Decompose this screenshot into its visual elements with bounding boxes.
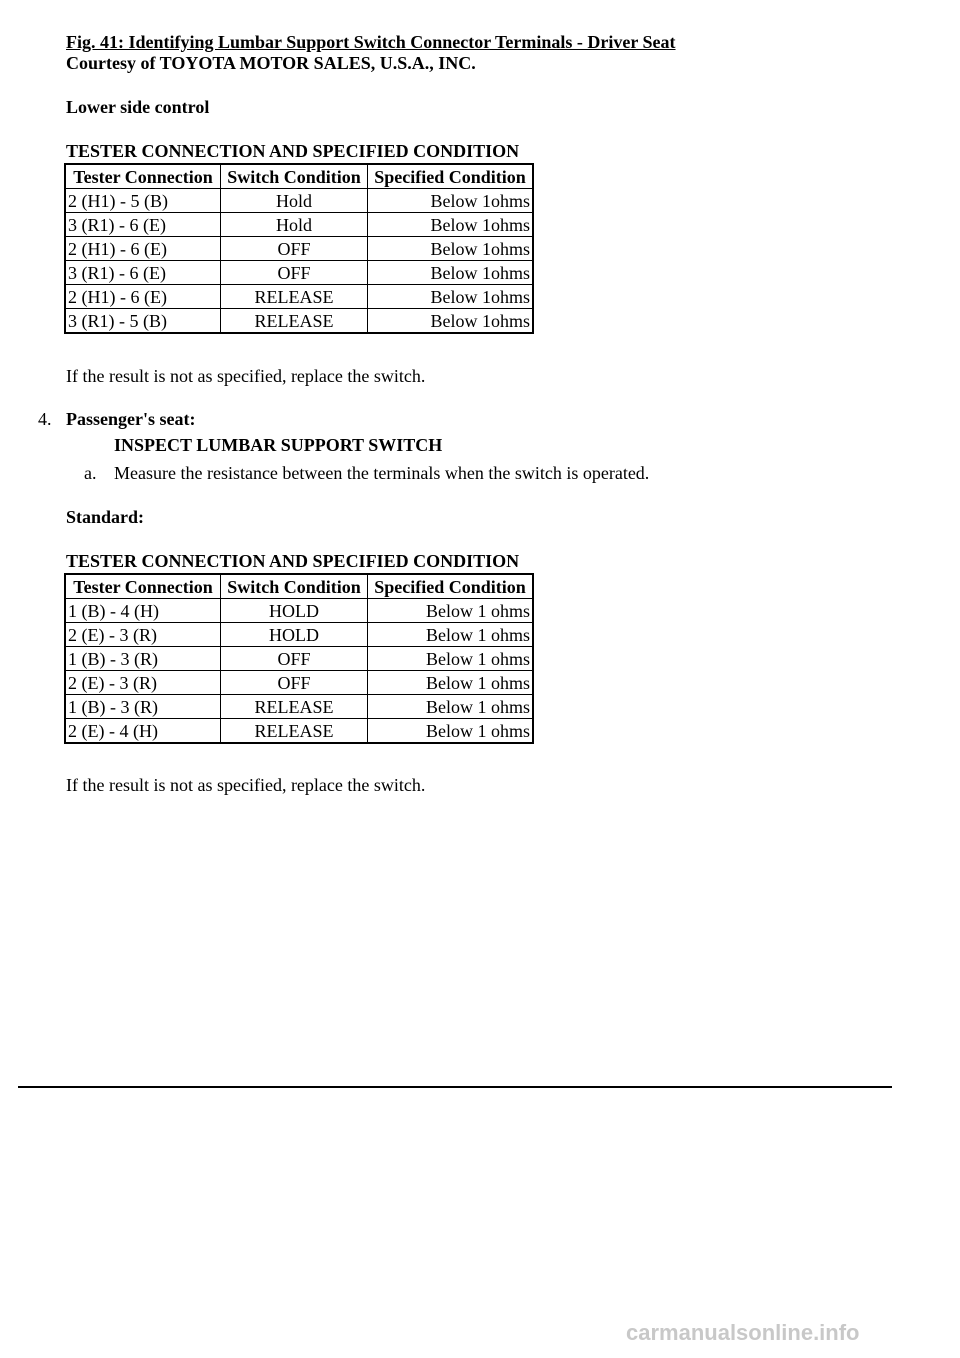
header-specified-condition: Specified Condition [368, 164, 534, 189]
result-note: If the result is not as specified, replace the switch. [66, 775, 426, 795]
cell-tester-connection: 1 (B) - 4 (H) [65, 599, 221, 623]
substep-letter: a. [84, 463, 97, 483]
spec-table-passenger [64, 573, 534, 744]
cell-tester-connection: 2 (E) - 4 (H) [65, 719, 221, 744]
cell-specified-condition: Below 1ohms [368, 261, 534, 285]
cell-switch-condition: OFF [221, 647, 368, 671]
cell-specified-condition: Below 1ohms [368, 237, 534, 261]
cell-switch-condition: RELEASE [221, 285, 368, 309]
cell-specified-condition: Below 1 ohms [368, 719, 534, 744]
cell-tester-connection: 1 (B) - 3 (R) [65, 647, 221, 671]
table-header-row [65, 574, 533, 599]
table-title: TESTER CONNECTION AND SPECIFIED CONDITION [66, 141, 520, 161]
figure-caption: Fig. 41: Identifying Lumbar Support Switch Connector Terminals - Driver Seat [66, 32, 676, 52]
header-tester-connection: Tester Connection [65, 574, 221, 599]
cell-tester-connection: 3 (R1) - 5 (B) [65, 309, 221, 334]
step-subheading: INSPECT LUMBAR SUPPORT SWITCH [114, 435, 443, 455]
figure-courtesy: Courtesy of TOYOTA MOTOR SALES, U.S.A., INC. [66, 53, 476, 73]
cell-tester-connection: 2 (H1) - 6 (E) [65, 237, 221, 261]
cell-switch-condition: RELEASE [221, 719, 368, 744]
header-specified-condition: Specified Condition [368, 574, 534, 599]
cell-switch-condition: OFF [221, 671, 368, 695]
cell-tester-connection: 3 (R1) - 6 (E) [65, 213, 221, 237]
table-row [65, 213, 533, 237]
cell-switch-condition: OFF [221, 237, 368, 261]
cell-switch-condition: OFF [221, 261, 368, 285]
cell-tester-connection: 2 (H1) - 5 (B) [65, 189, 221, 213]
watermark: carmanualsonline.info [626, 1320, 860, 1345]
header-tester-connection: Tester Connection [65, 164, 221, 189]
cell-specified-condition: Below 1 ohms [368, 671, 534, 695]
cell-tester-connection: 2 (H1) - 6 (E) [65, 285, 221, 309]
step-number: 4. [38, 409, 52, 429]
standard-label: Standard: [66, 507, 145, 527]
cell-specified-condition: Below 1ohms [368, 285, 534, 309]
cell-specified-condition: Below 1 ohms [368, 623, 534, 647]
cell-switch-condition: Hold [221, 189, 368, 213]
page-divider [18, 1086, 892, 1088]
substep-text: Measure the resistance between the terminals when the switch is operated. [114, 463, 650, 483]
cell-tester-connection: 2 (E) - 3 (R) [65, 671, 221, 695]
table-row [65, 189, 533, 213]
header-switch-condition: Switch Condition [221, 164, 368, 189]
cell-specified-condition: Below 1 ohms [368, 695, 534, 719]
result-note: If the result is not as specified, replace the switch. [66, 366, 426, 386]
table-row [65, 261, 533, 285]
cell-switch-condition: RELEASE [221, 309, 368, 334]
cell-switch-condition: RELEASE [221, 695, 368, 719]
cell-specified-condition: Below 1ohms [368, 213, 534, 237]
cell-specified-condition: Below 1ohms [368, 189, 534, 213]
table-row [65, 285, 533, 309]
cell-tester-connection: 2 (E) - 3 (R) [65, 623, 221, 647]
table-row [65, 599, 533, 623]
spec-table-driver [64, 163, 534, 334]
table-row [65, 719, 533, 744]
table-header-row [65, 164, 533, 189]
section-subtitle: Lower side control [66, 97, 210, 117]
cell-tester-connection: 3 (R1) - 6 (E) [65, 261, 221, 285]
cell-specified-condition: Below 1ohms [368, 309, 534, 334]
cell-specified-condition: Below 1 ohms [368, 647, 534, 671]
table-title: TESTER CONNECTION AND SPECIFIED CONDITION [66, 551, 520, 571]
cell-switch-condition: HOLD [221, 623, 368, 647]
table-row [65, 309, 533, 334]
cell-specified-condition: Below 1 ohms [368, 599, 534, 623]
table-row [65, 623, 533, 647]
table-row [65, 671, 533, 695]
header-switch-condition: Switch Condition [221, 574, 368, 599]
cell-switch-condition: Hold [221, 213, 368, 237]
step-title: Passenger's seat: [66, 409, 196, 429]
cell-switch-condition: HOLD [221, 599, 368, 623]
table-row [65, 647, 533, 671]
cell-tester-connection: 1 (B) - 3 (R) [65, 695, 221, 719]
table-row [65, 237, 533, 261]
table-row [65, 695, 533, 719]
